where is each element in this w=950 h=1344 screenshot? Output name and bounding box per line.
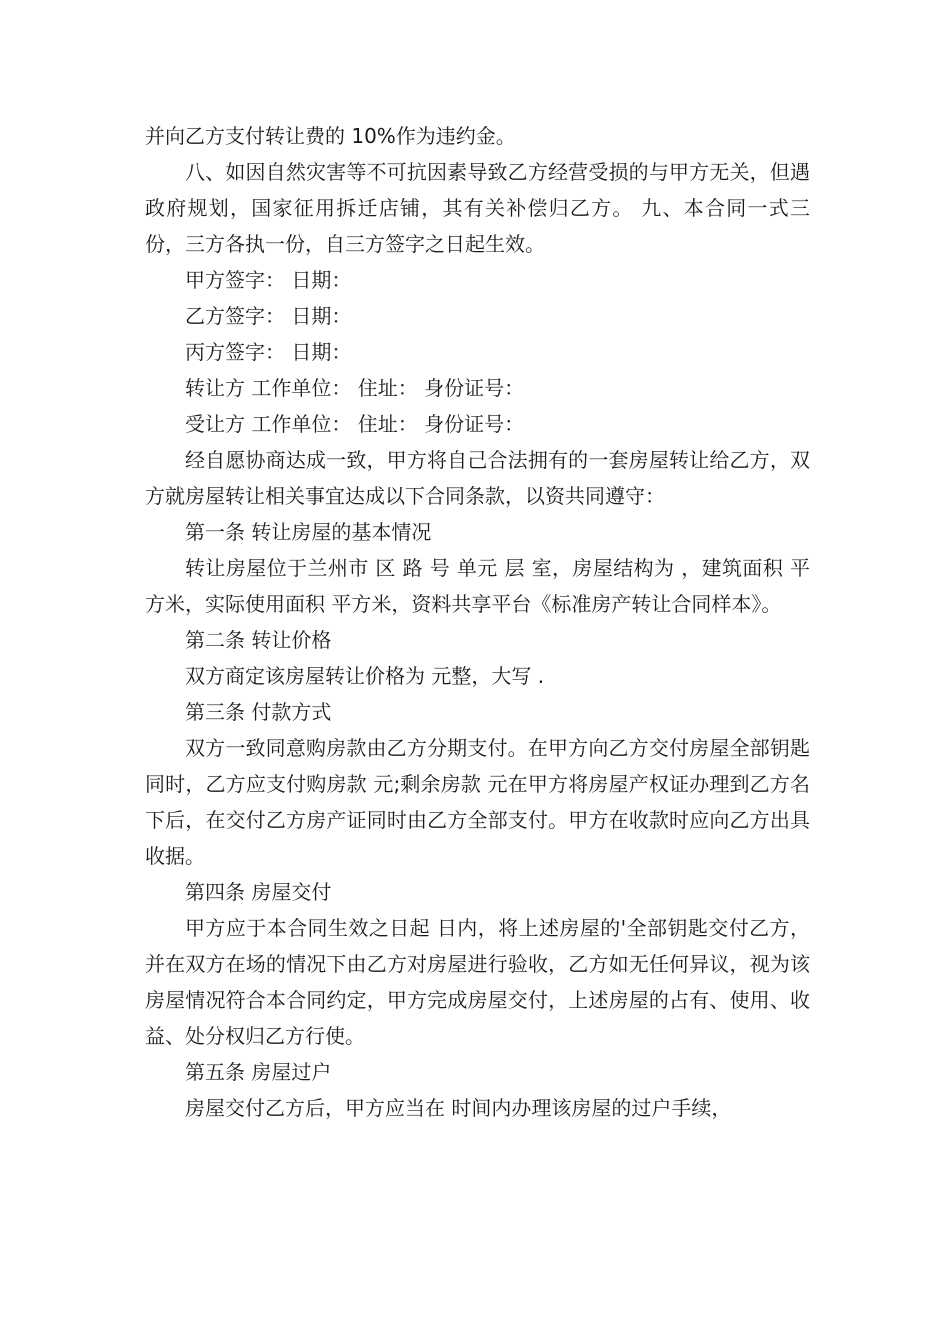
article-three-body: 双方一致同意购房款由乙方分期支付。在甲方向乙方交付房屋全部钥匙同时，乙方应支付购房款 元;剩余房款 元在甲方将房屋产权证办理到乙方名下后，在交付乙方房产证同时由乙方全部支付。甲方在收款时应向乙方出具收据。 (145, 736, 810, 868)
article-five-body: 房屋交付乙方后，甲方应当在 时间内办理该房屋的过户手续， (185, 1096, 732, 1120)
signature-party-c: 丙方签字： 日期： (185, 340, 352, 364)
transferee-info: 受让方 工作单位： 住址： 身份证号： (185, 412, 525, 436)
article-five-heading: 第五条 房屋过户 (185, 1060, 332, 1084)
article-two-heading: 第二条 转让价格 (185, 628, 332, 652)
article-one-body: 转让房屋位于兰州市 区 路 号 单元 层 室，房屋结构为 ，建筑面积 平方米，实际使用面积 平方米，资料共享平台《标准房产转让合同样本》。 (145, 556, 810, 616)
document-body (145, 118, 810, 1126)
transferor-info: 转让方 工作单位： 住址： 身份证号： (185, 376, 525, 400)
article-four-heading: 第四条 房屋交付 (185, 880, 332, 904)
paragraph-preamble: 经自愿协商达成一致，甲方将自己合法拥有的一套房屋转让给乙方，双方就房屋转让相关事宜达成以下合同条款，以资共同遵守： (145, 448, 810, 508)
paragraph-penalty-clause: 并向乙方支付转让费的 10%作为违约金。 (145, 124, 516, 148)
article-one-heading: 第一条 转让房屋的基本情况 (185, 520, 432, 544)
paragraph-clause-eight-nine: 八、如因自然灾害等不可抗因素导致乙方经营受损的与甲方无关，但遇政府规划，国家征用拆迁店铺，其有关补偿归乙方。 九、本合同一式三份，三方各执一份，自三方签字之日起生效。 (145, 160, 810, 256)
article-three-heading: 第三条 付款方式 (185, 700, 332, 724)
signature-party-b: 乙方签字： 日期： (185, 304, 352, 328)
article-four-body: 甲方应于本合同生效之日起 日内，将上述房屋的'全部钥匙交付乙方，并在双方在场的情况下由乙方对房屋进行验收，乙方如无任何异议，视为该房屋情况符合本合同约定，甲方完成房屋交付，上述房屋的占有、使用、收益、处分权归乙方行使。 (145, 916, 810, 1048)
signature-party-a: 甲方签字： 日期： (185, 268, 352, 292)
article-two-body: 双方商定该房屋转让价格为 元整，大写 . (185, 664, 545, 688)
